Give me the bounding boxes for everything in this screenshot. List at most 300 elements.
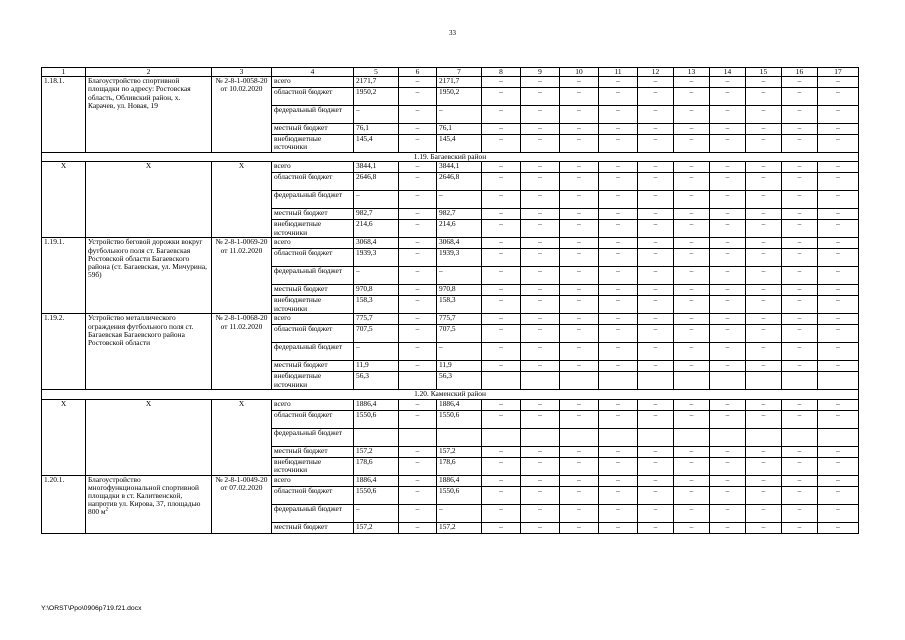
value-col-12: – bbox=[638, 285, 674, 296]
value-col-8: – bbox=[482, 124, 521, 135]
value-col-9: – bbox=[521, 410, 560, 428]
value-col-11: – bbox=[599, 191, 638, 209]
item-number: 1.19.1. bbox=[42, 238, 86, 314]
value-col-8: – bbox=[482, 399, 521, 410]
value-col-15: – bbox=[746, 486, 782, 504]
value-col-12 bbox=[638, 428, 674, 446]
value-col-5: – bbox=[354, 343, 399, 361]
value-col-15: – bbox=[746, 209, 782, 220]
value-col-15: – bbox=[746, 238, 782, 249]
value-col-15: – bbox=[746, 446, 782, 457]
column-number: 1 bbox=[42, 68, 86, 77]
funding-source: местный бюджет bbox=[272, 209, 354, 220]
value-col-9: – bbox=[521, 135, 560, 153]
value-col-9: – bbox=[521, 486, 560, 504]
value-col-10: – bbox=[560, 343, 599, 361]
value-col-15: – bbox=[746, 88, 782, 106]
value-col-16: – bbox=[782, 220, 818, 238]
section-row bbox=[42, 390, 859, 399]
value-col-14: – bbox=[710, 77, 746, 88]
value-col-15: – bbox=[746, 162, 782, 173]
value-col-5: 56,3 bbox=[354, 372, 399, 390]
value-col-7: – bbox=[437, 343, 482, 361]
value-col-16: – bbox=[782, 162, 818, 173]
page-number: 33 bbox=[449, 29, 456, 37]
value-col-8: – bbox=[482, 209, 521, 220]
value-col-7: 707,5 bbox=[437, 325, 482, 343]
column-number: 13 bbox=[674, 68, 710, 77]
value-col-13: – bbox=[674, 314, 710, 325]
value-col-5: 145,4 bbox=[354, 135, 399, 153]
column-number: 17 bbox=[818, 68, 859, 77]
value-col-7: 11,9 bbox=[437, 361, 482, 372]
value-col-12: – bbox=[638, 446, 674, 457]
value-col-12: – bbox=[638, 343, 674, 361]
value-col-10: – bbox=[560, 106, 599, 124]
value-col-12: – bbox=[638, 77, 674, 88]
funding-source: областной бюджет bbox=[272, 88, 354, 106]
value-col-17: – bbox=[818, 173, 859, 191]
value-col-16: – bbox=[782, 486, 818, 504]
value-col-9: – bbox=[521, 220, 560, 238]
value-col-5: 178,6 bbox=[354, 457, 399, 475]
value-col-7: 3844,1 bbox=[437, 162, 482, 173]
value-col-8: – bbox=[482, 220, 521, 238]
value-col-8: – bbox=[482, 504, 521, 522]
value-col-11: – bbox=[599, 343, 638, 361]
value-col-8: – bbox=[482, 457, 521, 475]
contract-number: X bbox=[212, 399, 272, 475]
value-col-5: – bbox=[354, 504, 399, 522]
value-col-9: – bbox=[521, 325, 560, 343]
funding-source: федеральный бюджет bbox=[272, 343, 354, 361]
value-col-10: – bbox=[560, 173, 599, 191]
value-col-12: – bbox=[638, 361, 674, 372]
value-col-9: – bbox=[521, 106, 560, 124]
value-col-11: – bbox=[599, 249, 638, 267]
value-col-8: – bbox=[482, 106, 521, 124]
value-col-10: – bbox=[560, 267, 599, 285]
value-col-17: – bbox=[818, 399, 859, 410]
value-col-15: – bbox=[746, 135, 782, 153]
value-col-13: – bbox=[674, 162, 710, 173]
value-col-5: 11,9 bbox=[354, 361, 399, 372]
value-col-12: – bbox=[638, 124, 674, 135]
value-col-6: – bbox=[399, 486, 437, 504]
value-col-13: – bbox=[674, 285, 710, 296]
value-col-8: – bbox=[482, 267, 521, 285]
value-col-9: – bbox=[521, 504, 560, 522]
value-col-17: – bbox=[818, 191, 859, 209]
value-col-15: – bbox=[746, 410, 782, 428]
value-col-11: – bbox=[599, 88, 638, 106]
value-col-10: – bbox=[560, 486, 599, 504]
value-col-6: – bbox=[399, 314, 437, 325]
value-col-14: – bbox=[710, 238, 746, 249]
funding-source: всего bbox=[272, 238, 354, 249]
value-col-7: 214,6 bbox=[437, 220, 482, 238]
value-col-17: – bbox=[818, 296, 859, 314]
table-row bbox=[42, 399, 859, 410]
value-col-5: 214,6 bbox=[354, 220, 399, 238]
value-col-5: 775,7 bbox=[354, 314, 399, 325]
value-col-11: – bbox=[599, 124, 638, 135]
value-col-12: – bbox=[638, 314, 674, 325]
value-col-13 bbox=[674, 372, 710, 390]
value-col-16: – bbox=[782, 106, 818, 124]
column-number: 12 bbox=[638, 68, 674, 77]
value-col-12: – bbox=[638, 173, 674, 191]
value-col-17: – bbox=[818, 124, 859, 135]
value-col-12: – bbox=[638, 457, 674, 475]
value-col-15: – bbox=[746, 325, 782, 343]
value-col-13: – bbox=[674, 173, 710, 191]
value-col-8: – bbox=[482, 162, 521, 173]
value-col-17 bbox=[818, 428, 859, 446]
value-col-14: – bbox=[710, 173, 746, 191]
value-col-12: – bbox=[638, 162, 674, 173]
value-col-16: – bbox=[782, 457, 818, 475]
value-col-6: – bbox=[399, 249, 437, 267]
value-col-17: – bbox=[818, 88, 859, 106]
value-col-11: – bbox=[599, 457, 638, 475]
value-col-11: – bbox=[599, 106, 638, 124]
funding-source: областной бюджет bbox=[272, 486, 354, 504]
value-col-5: 970,8 bbox=[354, 285, 399, 296]
funding-source: внебюджетные источники bbox=[272, 135, 354, 153]
value-col-12: – bbox=[638, 249, 674, 267]
value-col-13: – bbox=[674, 249, 710, 267]
value-col-8: – bbox=[482, 285, 521, 296]
value-col-16: – bbox=[782, 475, 818, 486]
value-col-13: – bbox=[674, 446, 710, 457]
value-col-14: – bbox=[710, 504, 746, 522]
value-col-11: – bbox=[599, 267, 638, 285]
value-col-12: – bbox=[638, 267, 674, 285]
value-col-6: – bbox=[399, 191, 437, 209]
value-col-17: – bbox=[818, 135, 859, 153]
value-col-9: – bbox=[521, 173, 560, 191]
value-col-14 bbox=[710, 372, 746, 390]
contract-number: № 2-8-1-0058-20 от 10.02.2020 bbox=[212, 77, 272, 153]
value-col-10: – bbox=[560, 296, 599, 314]
value-col-5: 1886,4 bbox=[354, 399, 399, 410]
value-col-16: – bbox=[782, 399, 818, 410]
value-col-11 bbox=[599, 372, 638, 390]
value-col-15: – bbox=[746, 504, 782, 522]
value-col-14: – bbox=[710, 343, 746, 361]
value-col-7: – bbox=[437, 504, 482, 522]
value-col-16: – bbox=[782, 209, 818, 220]
value-col-12: – bbox=[638, 135, 674, 153]
value-col-5: – bbox=[354, 106, 399, 124]
value-col-6: – bbox=[399, 106, 437, 124]
funding-source: внебюджетные источники bbox=[272, 220, 354, 238]
funding-source: внебюджетные источники bbox=[272, 372, 354, 390]
file-path-footer: Y:\ORST\Ppo\0906p719.f21.docx bbox=[41, 605, 142, 612]
value-col-17: – bbox=[818, 162, 859, 173]
value-col-16: – bbox=[782, 88, 818, 106]
value-col-7: 1550,6 bbox=[437, 486, 482, 504]
funding-source: местный бюджет bbox=[272, 522, 354, 533]
value-col-13: – bbox=[674, 522, 710, 533]
value-col-9: – bbox=[521, 314, 560, 325]
value-col-5: – bbox=[354, 191, 399, 209]
value-col-15: – bbox=[746, 220, 782, 238]
value-col-9: – bbox=[521, 361, 560, 372]
value-col-15 bbox=[746, 428, 782, 446]
section-title: 1.19. Багаевский район bbox=[42, 153, 859, 162]
value-col-9: – bbox=[521, 77, 560, 88]
funding-source: внебюджетные источники bbox=[272, 296, 354, 314]
column-number: 10 bbox=[560, 68, 599, 77]
value-col-13: – bbox=[674, 106, 710, 124]
column-number: 8 bbox=[482, 68, 521, 77]
value-col-5: 707,5 bbox=[354, 325, 399, 343]
value-col-10: – bbox=[560, 285, 599, 296]
value-col-17: – bbox=[818, 209, 859, 220]
value-col-14: – bbox=[710, 475, 746, 486]
value-col-5: 2646,8 bbox=[354, 173, 399, 191]
value-col-11: – bbox=[599, 475, 638, 486]
value-col-7: 970,8 bbox=[437, 285, 482, 296]
value-col-11: – bbox=[599, 446, 638, 457]
value-col-6: – bbox=[399, 285, 437, 296]
value-col-14: – bbox=[710, 314, 746, 325]
value-col-16: – bbox=[782, 124, 818, 135]
value-col-6: – bbox=[399, 220, 437, 238]
value-col-7: – bbox=[437, 106, 482, 124]
value-col-13: – bbox=[674, 504, 710, 522]
funding-table bbox=[41, 67, 859, 534]
value-col-13: – bbox=[674, 77, 710, 88]
value-col-17: – bbox=[818, 106, 859, 124]
value-col-9: – bbox=[521, 475, 560, 486]
header-row bbox=[42, 68, 859, 77]
value-col-7: 1939,3 bbox=[437, 249, 482, 267]
value-col-8: – bbox=[482, 249, 521, 267]
value-col-8: – bbox=[482, 343, 521, 361]
value-col-9: – bbox=[521, 124, 560, 135]
table-row bbox=[42, 475, 859, 486]
funding-source: всего bbox=[272, 77, 354, 88]
value-col-9: – bbox=[521, 209, 560, 220]
value-col-17: – bbox=[818, 522, 859, 533]
contract-number: № 2-8-1-0049-20 от 07.02.2020 bbox=[212, 475, 272, 533]
funding-source: областной бюджет bbox=[272, 249, 354, 267]
value-col-14: – bbox=[710, 88, 746, 106]
value-col-11: – bbox=[599, 504, 638, 522]
value-col-8: – bbox=[482, 410, 521, 428]
value-col-13: – bbox=[674, 220, 710, 238]
funding-source: местный бюджет bbox=[272, 124, 354, 135]
value-col-5: 3068,4 bbox=[354, 238, 399, 249]
value-col-7: – bbox=[437, 191, 482, 209]
value-col-10 bbox=[560, 372, 599, 390]
value-col-12: – bbox=[638, 399, 674, 410]
value-col-8: – bbox=[482, 77, 521, 88]
value-col-12: – bbox=[638, 209, 674, 220]
value-col-17: – bbox=[818, 475, 859, 486]
value-col-5: – bbox=[354, 267, 399, 285]
value-col-14: – bbox=[710, 135, 746, 153]
value-col-7: 157,2 bbox=[437, 522, 482, 533]
value-col-15: – bbox=[746, 314, 782, 325]
value-col-14: – bbox=[710, 522, 746, 533]
value-col-10: – bbox=[560, 475, 599, 486]
value-col-7 bbox=[437, 428, 482, 446]
value-col-13: – bbox=[674, 343, 710, 361]
value-col-5: 1550,6 bbox=[354, 486, 399, 504]
value-col-14: – bbox=[710, 209, 746, 220]
value-col-8: – bbox=[482, 191, 521, 209]
column-number: 6 bbox=[399, 68, 437, 77]
value-col-13: – bbox=[674, 325, 710, 343]
value-col-5 bbox=[354, 428, 399, 446]
value-col-9: – bbox=[521, 522, 560, 533]
value-col-8: – bbox=[482, 361, 521, 372]
value-col-7: 1886,4 bbox=[437, 475, 482, 486]
value-col-9: – bbox=[521, 267, 560, 285]
value-col-14: – bbox=[710, 446, 746, 457]
table-row bbox=[42, 238, 859, 249]
value-col-16: – bbox=[782, 296, 818, 314]
value-col-16: – bbox=[782, 285, 818, 296]
value-col-13: – bbox=[674, 267, 710, 285]
value-col-15: – bbox=[746, 249, 782, 267]
value-col-16: – bbox=[782, 249, 818, 267]
value-col-6: – bbox=[399, 173, 437, 191]
value-col-11: – bbox=[599, 522, 638, 533]
value-col-7: 2646,8 bbox=[437, 173, 482, 191]
value-col-12: – bbox=[638, 486, 674, 504]
value-col-6 bbox=[399, 428, 437, 446]
funding-source: федеральный бюджет bbox=[272, 267, 354, 285]
value-col-15: – bbox=[746, 191, 782, 209]
value-col-14 bbox=[710, 428, 746, 446]
value-col-15: – bbox=[746, 106, 782, 124]
value-col-13: – bbox=[674, 135, 710, 153]
column-number: 2 bbox=[86, 68, 212, 77]
value-col-8 bbox=[482, 372, 521, 390]
item-number: X bbox=[42, 162, 86, 238]
value-col-11: – bbox=[599, 361, 638, 372]
value-col-13 bbox=[674, 428, 710, 446]
value-col-7: 158,3 bbox=[437, 296, 482, 314]
value-col-6: – bbox=[399, 296, 437, 314]
value-col-8: – bbox=[482, 522, 521, 533]
value-col-10: – bbox=[560, 410, 599, 428]
value-col-12: – bbox=[638, 220, 674, 238]
value-col-14: – bbox=[710, 325, 746, 343]
value-col-16: – bbox=[782, 522, 818, 533]
value-col-8 bbox=[482, 428, 521, 446]
value-col-11: – bbox=[599, 209, 638, 220]
value-col-11: – bbox=[599, 77, 638, 88]
value-col-10: – bbox=[560, 504, 599, 522]
value-col-6: – bbox=[399, 457, 437, 475]
value-col-12: – bbox=[638, 106, 674, 124]
value-col-6: – bbox=[399, 77, 437, 88]
value-col-8: – bbox=[482, 475, 521, 486]
value-col-17: – bbox=[818, 249, 859, 267]
item-name: Устройство беговой дорожки вокруг футбольного поля ст. Багаевская Ростовской области Багаевского района (ст. Багаевская, ул. Мичурина, 59б) bbox=[86, 238, 212, 314]
value-col-8: – bbox=[482, 314, 521, 325]
value-col-17: – bbox=[818, 238, 859, 249]
value-col-15: – bbox=[746, 399, 782, 410]
funding-source: областной бюджет bbox=[272, 173, 354, 191]
contract-number: № 2-8-1-0068-20 от 11.02.2020 bbox=[212, 314, 272, 390]
value-col-11: – bbox=[599, 314, 638, 325]
value-col-13: – bbox=[674, 296, 710, 314]
value-col-12: – bbox=[638, 475, 674, 486]
table-row bbox=[42, 77, 859, 88]
column-number: 7 bbox=[437, 68, 482, 77]
value-col-10: – bbox=[560, 361, 599, 372]
funding-source: всего bbox=[272, 475, 354, 486]
value-col-10: – bbox=[560, 191, 599, 209]
value-col-5: 1939,3 bbox=[354, 249, 399, 267]
value-col-7: 775,7 bbox=[437, 314, 482, 325]
value-col-10: – bbox=[560, 325, 599, 343]
value-col-16: – bbox=[782, 361, 818, 372]
column-number: 3 bbox=[212, 68, 272, 77]
funding-source: федеральный бюджет bbox=[272, 504, 354, 522]
value-col-15: – bbox=[746, 475, 782, 486]
value-col-17: – bbox=[818, 410, 859, 428]
value-col-12: – bbox=[638, 296, 674, 314]
value-col-11: – bbox=[599, 486, 638, 504]
column-number: 9 bbox=[521, 68, 560, 77]
value-col-10: – bbox=[560, 135, 599, 153]
funding-source: местный бюджет bbox=[272, 361, 354, 372]
value-col-9: – bbox=[521, 88, 560, 106]
value-col-13: – bbox=[674, 410, 710, 428]
value-col-5: 982,7 bbox=[354, 209, 399, 220]
funding-source: федеральный бюджет bbox=[272, 428, 354, 446]
value-col-7: 1950,2 bbox=[437, 88, 482, 106]
value-col-9: – bbox=[521, 249, 560, 267]
item-number: 1.18.1. bbox=[42, 77, 86, 153]
value-col-5: 3844,1 bbox=[354, 162, 399, 173]
value-col-16: – bbox=[782, 238, 818, 249]
value-col-11: – bbox=[599, 296, 638, 314]
value-col-14: – bbox=[710, 399, 746, 410]
value-col-9 bbox=[521, 428, 560, 446]
value-col-12: – bbox=[638, 88, 674, 106]
value-col-7: 2171,7 bbox=[437, 77, 482, 88]
value-col-6: – bbox=[399, 343, 437, 361]
value-col-7: 3068,4 bbox=[437, 238, 482, 249]
value-col-16: – bbox=[782, 267, 818, 285]
value-col-12: – bbox=[638, 504, 674, 522]
value-col-13: – bbox=[674, 399, 710, 410]
value-col-11: – bbox=[599, 162, 638, 173]
value-col-9: – bbox=[521, 162, 560, 173]
value-col-9: – bbox=[521, 457, 560, 475]
item-number: X bbox=[42, 399, 86, 475]
value-col-6: – bbox=[399, 238, 437, 249]
value-col-9: – bbox=[521, 446, 560, 457]
value-col-5: 157,2 bbox=[354, 522, 399, 533]
value-col-9: – bbox=[521, 343, 560, 361]
value-col-10: – bbox=[560, 238, 599, 249]
value-col-6: – bbox=[399, 446, 437, 457]
value-col-14: – bbox=[710, 249, 746, 267]
value-col-17: – bbox=[818, 446, 859, 457]
item-name: Благоустройство многофункциональной спортивной площадки в ст. Калитвенской, напротив ул. Кирова, 37, площадью 800 $м^2$ bbox=[86, 475, 212, 533]
value-col-5: 2171,7 bbox=[354, 77, 399, 88]
